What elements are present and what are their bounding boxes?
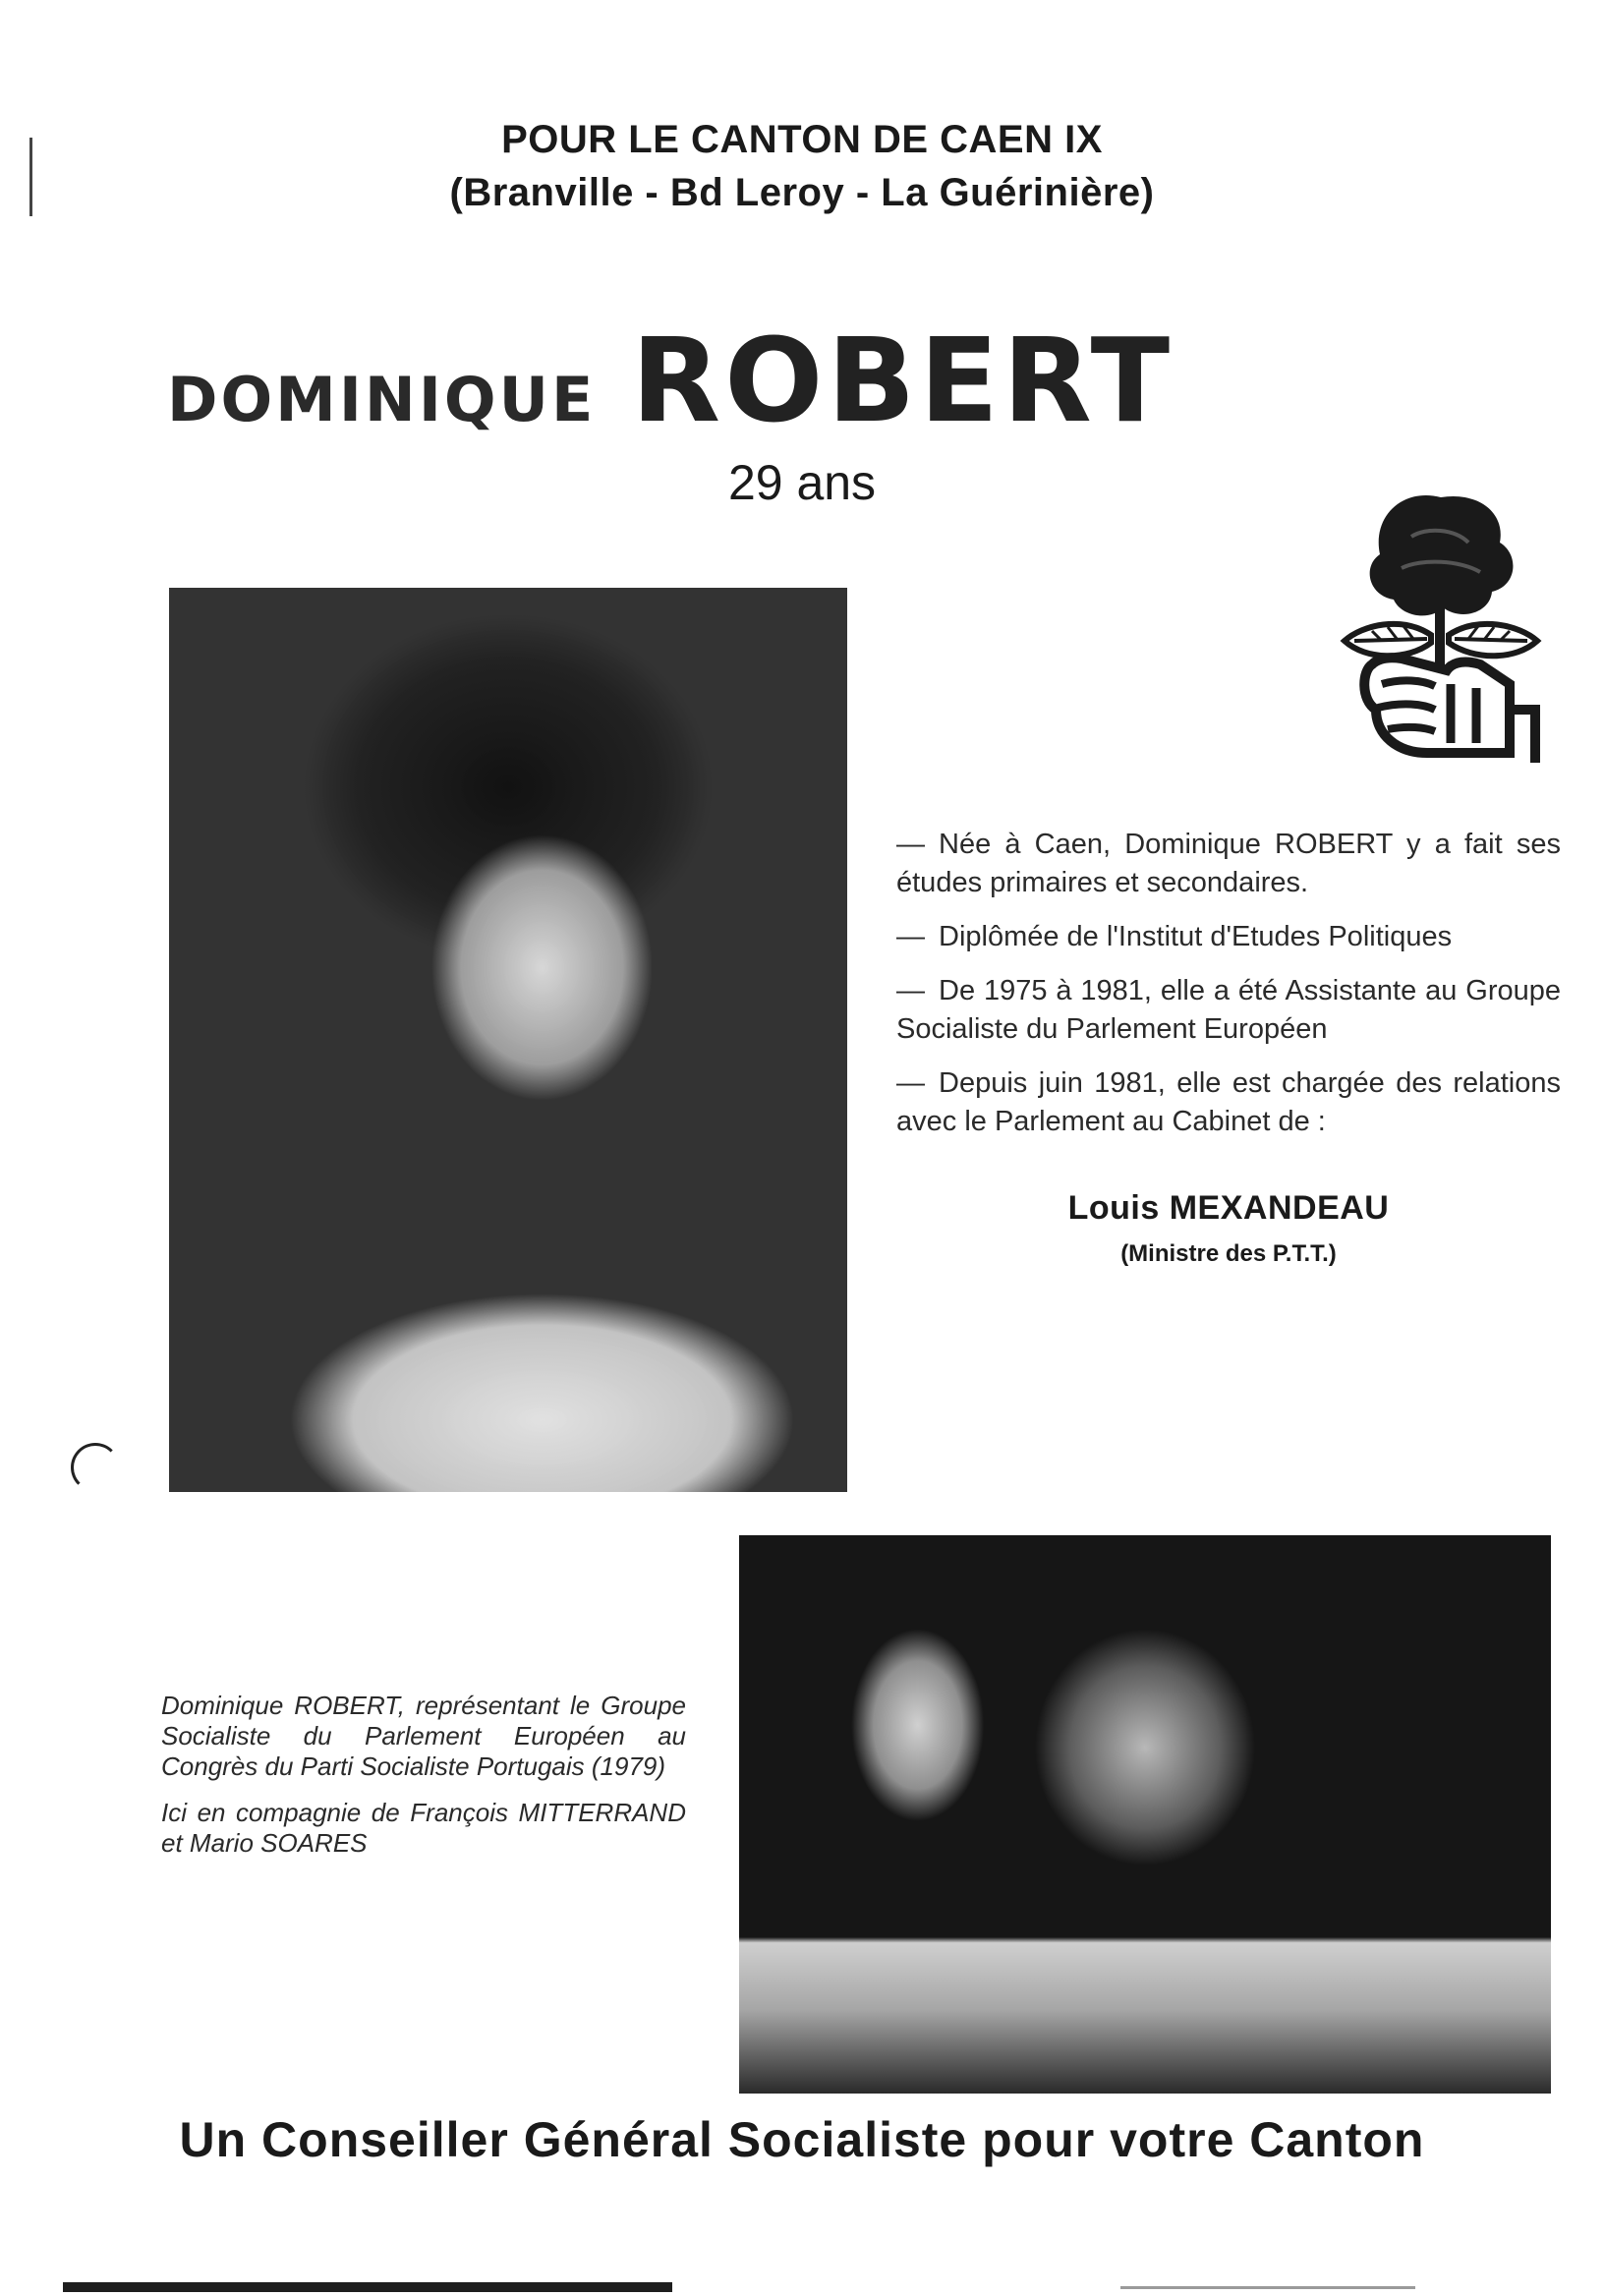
scan-hole-mark xyxy=(71,1443,120,1492)
campaign-slogan: Un Conseiller Général Socialiste pour votre Canton xyxy=(179,2112,1425,2167)
districts-subheading: (Branville - Bd Leroy - La Guérinière) xyxy=(449,171,1155,214)
bio-item xyxy=(896,1064,1561,1141)
candidate-first-name: DOMINIQUE xyxy=(167,364,597,435)
congress-photo xyxy=(739,1535,1551,2094)
bio-item xyxy=(896,826,1561,902)
canton-heading: POUR LE CANTON DE CAEN IX xyxy=(501,118,1103,161)
bio-dash: — xyxy=(896,829,925,860)
candidate-name xyxy=(167,313,1174,448)
bio-dash: — xyxy=(896,975,925,1006)
bio-dash: — xyxy=(896,921,925,952)
scan-bottom-line xyxy=(1120,2286,1415,2289)
candidate-last-name: ROBERT xyxy=(631,313,1174,448)
caption-paragraph: Ici en compagnie de François MITTERRAND et Mario SOARES xyxy=(161,1798,686,1858)
bio-dash: — xyxy=(896,1067,925,1099)
portrait-photo xyxy=(169,588,847,1492)
bio-item xyxy=(896,972,1561,1049)
scan-edge-mark xyxy=(29,138,32,216)
minister-name: Louis MEXANDEAU xyxy=(1067,1189,1390,1227)
bio-text: Diplômée de l'Institut d'Etudes Politiques xyxy=(939,921,1453,952)
bio-text: Depuis juin 1981, elle est chargée des relations avec le Parlement au Cabinet de : xyxy=(896,1067,1561,1137)
bio-text: De 1975 à 1981, elle a été Assistante au Groupe Socialiste du Parlement Européen xyxy=(896,975,1561,1045)
scan-bottom-bar xyxy=(63,2282,672,2292)
bio-item xyxy=(896,918,1561,956)
fist-and-rose-icon xyxy=(1333,478,1549,763)
biography xyxy=(896,826,1561,1157)
photo-caption xyxy=(161,1691,686,1874)
caption-paragraph: Dominique ROBERT, représentant le Groupe Socialiste du Parlement Européen au Congrès du Parti Socialiste Portugais (1979) xyxy=(161,1691,686,1781)
minister-title: (Ministre des P.T.T.) xyxy=(1120,1240,1337,1267)
bio-text: Née à Caen, Dominique ROBERT y a fait ses études primaires et secondaires. xyxy=(896,829,1561,898)
candidate-age: 29 ans xyxy=(727,455,877,510)
